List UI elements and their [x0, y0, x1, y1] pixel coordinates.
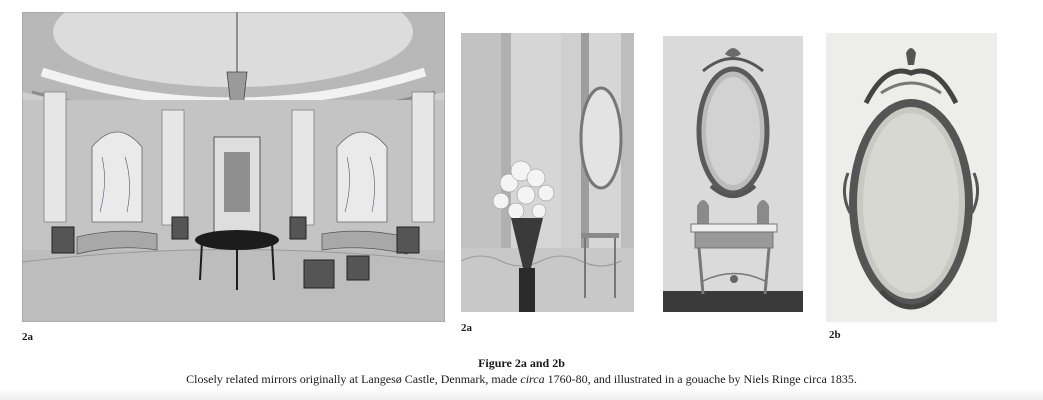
console-mirror-image: [663, 36, 803, 312]
interior-photo-image: [461, 33, 634, 312]
caption-text: [0, 372, 1043, 387]
caption-title: Figure 2a and 2b: [478, 356, 565, 370]
oval-mirror-image: [826, 33, 997, 322]
caption-text-after: 1760-80, and illustrated in a gouache by Niels Ringe circa 1835.: [544, 372, 857, 386]
figure-label-2a-middle: 2a: [461, 322, 472, 334]
figure-label-2b: 2b: [829, 329, 841, 341]
figure-label-2a-left: 2a: [22, 331, 33, 343]
caption-text-italic: circa: [520, 372, 545, 386]
gouache-interior-image: [22, 12, 445, 322]
caption-text-before: Closely related mirrors originally at Langesø Castle, Denmark, made: [186, 372, 521, 386]
bottom-edge: [0, 388, 1043, 400]
